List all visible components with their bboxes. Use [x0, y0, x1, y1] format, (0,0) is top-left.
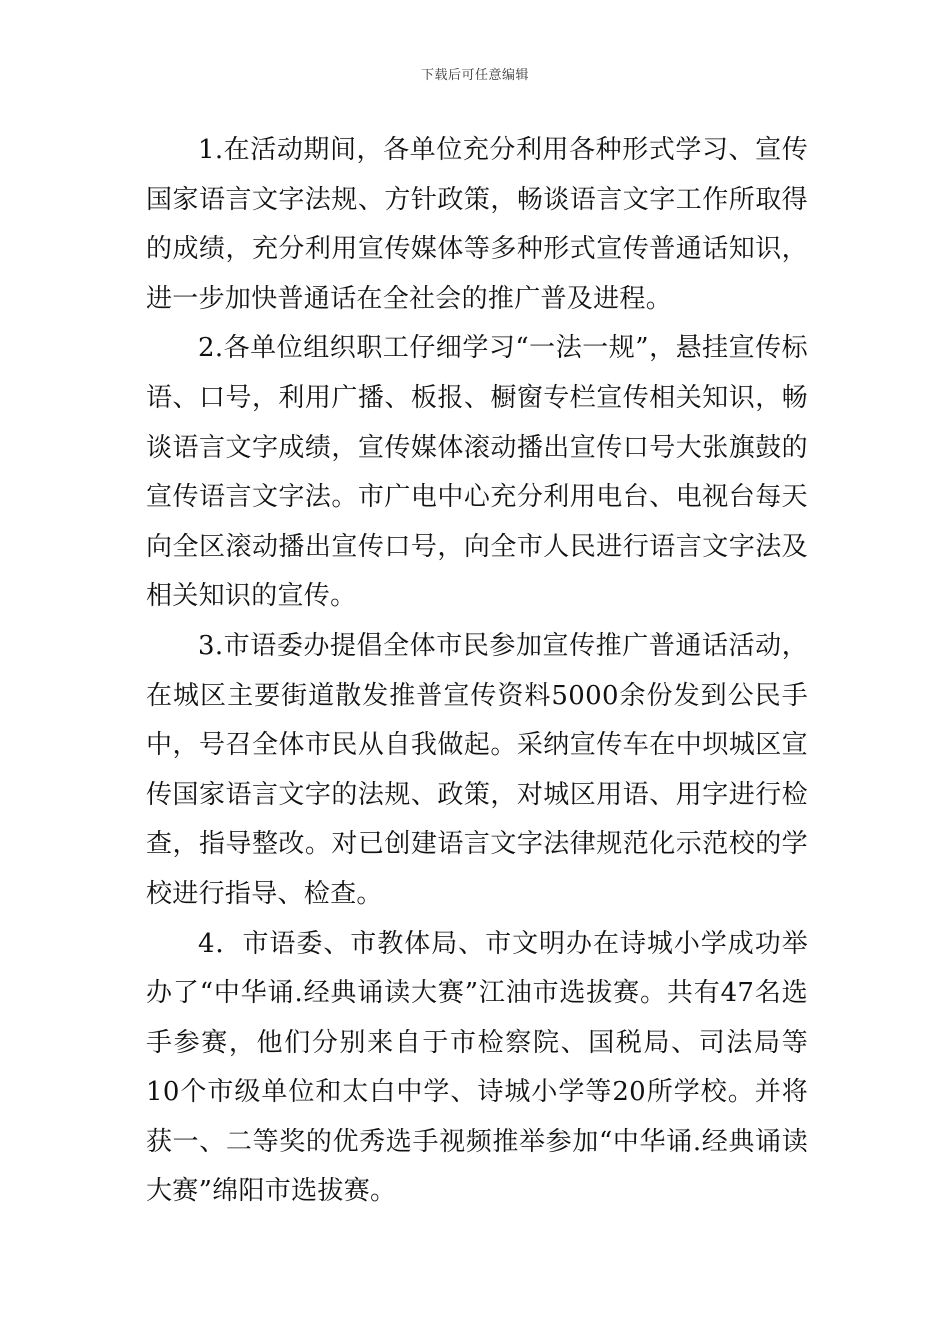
- header-note: 下载后可任意编辑: [420, 68, 529, 83]
- paragraph-1: 1.在活动期间，各单位充分利用各种形式学习、宣传国家语言文字法规、方针政策，畅谈语言文字工作所取得的成绩，充分利用宣传媒体等多种形式宣传普通话知识，进一步加快普通话在全社会的推广普及进程。: [146, 135, 808, 314]
- paragraph-2: 2.各单位组织职工仔细学习“一法一规”，悬挂宣传标语、口号，利用广播、板报、橱窗专栏宣传相关知识，畅谈语言文字成绩，宣传媒体滚动播出宣传口号大张旗鼓的宣传语言文字法。市广电中心充分利用电台、电视台每天向全区滚动播出宣传口号，向全市人民进行语言文字法及相关知识的宣传。: [146, 333, 808, 612]
- paragraph-4: 4．市语委、市教体局、市文明办在诗城小学成功举办了“中华诵.经典诵读大赛”江油市选拔赛。共有47名选手参赛，他们分别来自于市检察院、国税局、司法局等10个市级单位和太白中学、诗城小学等20所学校。并将获一、二等奖的优秀选手视频推举参加“中华诵.经典诵读大赛”绵阳市选拔赛。: [146, 928, 808, 1207]
- paragraph-3: 3.市语委办提倡全体市民参加宣传推广普通话活动，在城区主要街道散发推普宣传资料5000余份发到公民手中，号召全体市民从自我做起。采纳宣传车在中坝城区宣传国家语言文字的法规、政策，对城区用语、用字进行检查，指导整改。对已创建语言文字法律规范化示范校的学校进行指导、检查。: [146, 630, 808, 909]
- document-body: [146, 126, 808, 1217]
